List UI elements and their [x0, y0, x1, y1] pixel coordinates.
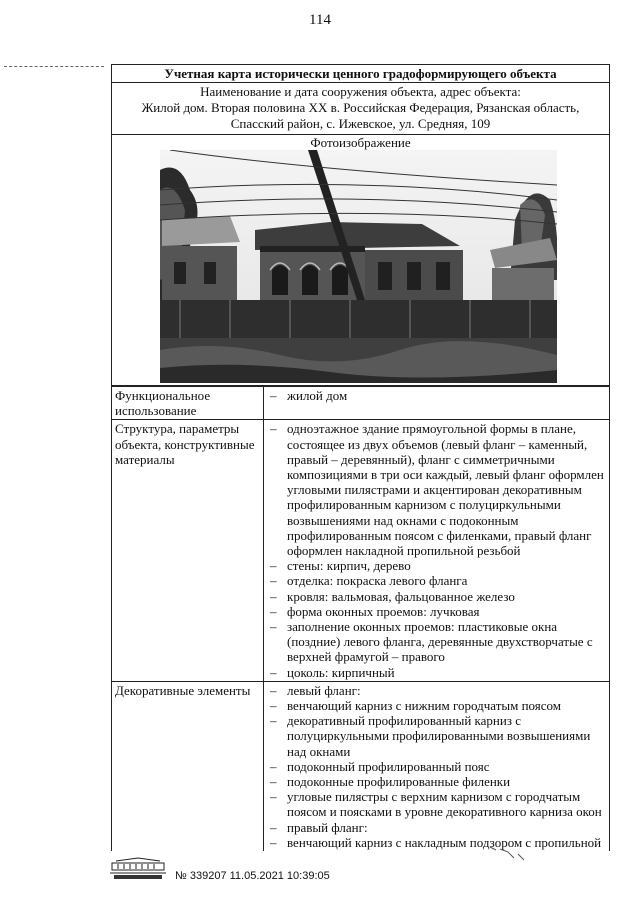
list-item: – стены: кирпич, дерево [267, 558, 606, 573]
row-value [264, 420, 610, 681]
row-label: Декоративные элементы [112, 681, 264, 851]
header-line-1: Наименование и дата сооружения объекта, адрес объекта: [200, 84, 521, 99]
list-item: – правый фланг: [267, 820, 606, 835]
row-label: Функциональное использование [112, 387, 264, 420]
table-row [112, 387, 609, 420]
list-item: – венчающий карниз с накладным подзором с пропильной [267, 835, 606, 850]
attribute-table [112, 386, 609, 851]
list-item: – заполнение оконных проемов: пластиковые окна (поздние) левого фланга, деревянные двухстворчатые с верхней фрамугой – правого [267, 619, 606, 665]
registration-card [111, 64, 610, 851]
card-title: Учетная карта исторически ценного градоформирующего объекта [112, 65, 609, 83]
card-header [112, 83, 609, 135]
list-item: – венчающий карниз с нижним городчатым поясом [267, 698, 606, 713]
row-value [264, 681, 610, 851]
list-item: – кровля: вальмовая, фальцованное железо [267, 589, 606, 604]
table-row [112, 681, 609, 851]
house-photo [160, 150, 557, 383]
list-item: – угловые пилястры с верхним карнизом с городчатым поясом и поясками в уровне декоративного карниза окон [267, 789, 606, 819]
photo-container [112, 150, 609, 386]
list-item: – декоративный профилированный карниз с полуциркульными профилированными возвышениями над окнами [267, 713, 606, 759]
document-id: № 339207 11.05.2021 10:39:05 [175, 870, 330, 882]
list-item: – отделка: покраска левого фланга [267, 573, 606, 588]
table-row [112, 420, 609, 681]
photo-label: Фотоизображение [310, 135, 411, 150]
government-stamp-icon [108, 857, 168, 881]
list-item: – жилой дом [267, 388, 606, 403]
scan-mark [4, 66, 104, 67]
page-number: 114 [309, 12, 331, 28]
row-label: Структура, параметры объекта, конструктивные материалы [112, 420, 264, 681]
header-line-3: Спасский район, с. Ижевское, ул. Средняя, 109 [230, 116, 491, 131]
list-item: – цоколь: кирпичный [267, 665, 606, 680]
list-item: – левый фланг: [267, 683, 606, 698]
list-item: – подоконные профилированные филенки [267, 774, 606, 789]
list-item: – форма оконных проемов: лучковая [267, 604, 606, 619]
row-value [264, 387, 610, 420]
header-line-2: Жилой дом. Вторая половина XX в. Российская Федерация, Рязанская область, [141, 100, 580, 115]
handwritten-mark-icon [488, 842, 528, 862]
list-item: – подоконный профилированный пояс [267, 759, 606, 774]
list-item: – одноэтажное здание прямоугольной формы в плане, состоящее из двух объемов (левый фланг – каменный, правый – деревянный), фланг с симметричными композициями в три оси каждый, левый фланг оформлен угловыми пилястрами и акцентирован декоративным профилированным карнизом с полуциркульными возвышениями над окнами с подоконным профилированным поясом с филенками, правый фланг оформлен накладной пропильной резьбой [267, 421, 606, 558]
